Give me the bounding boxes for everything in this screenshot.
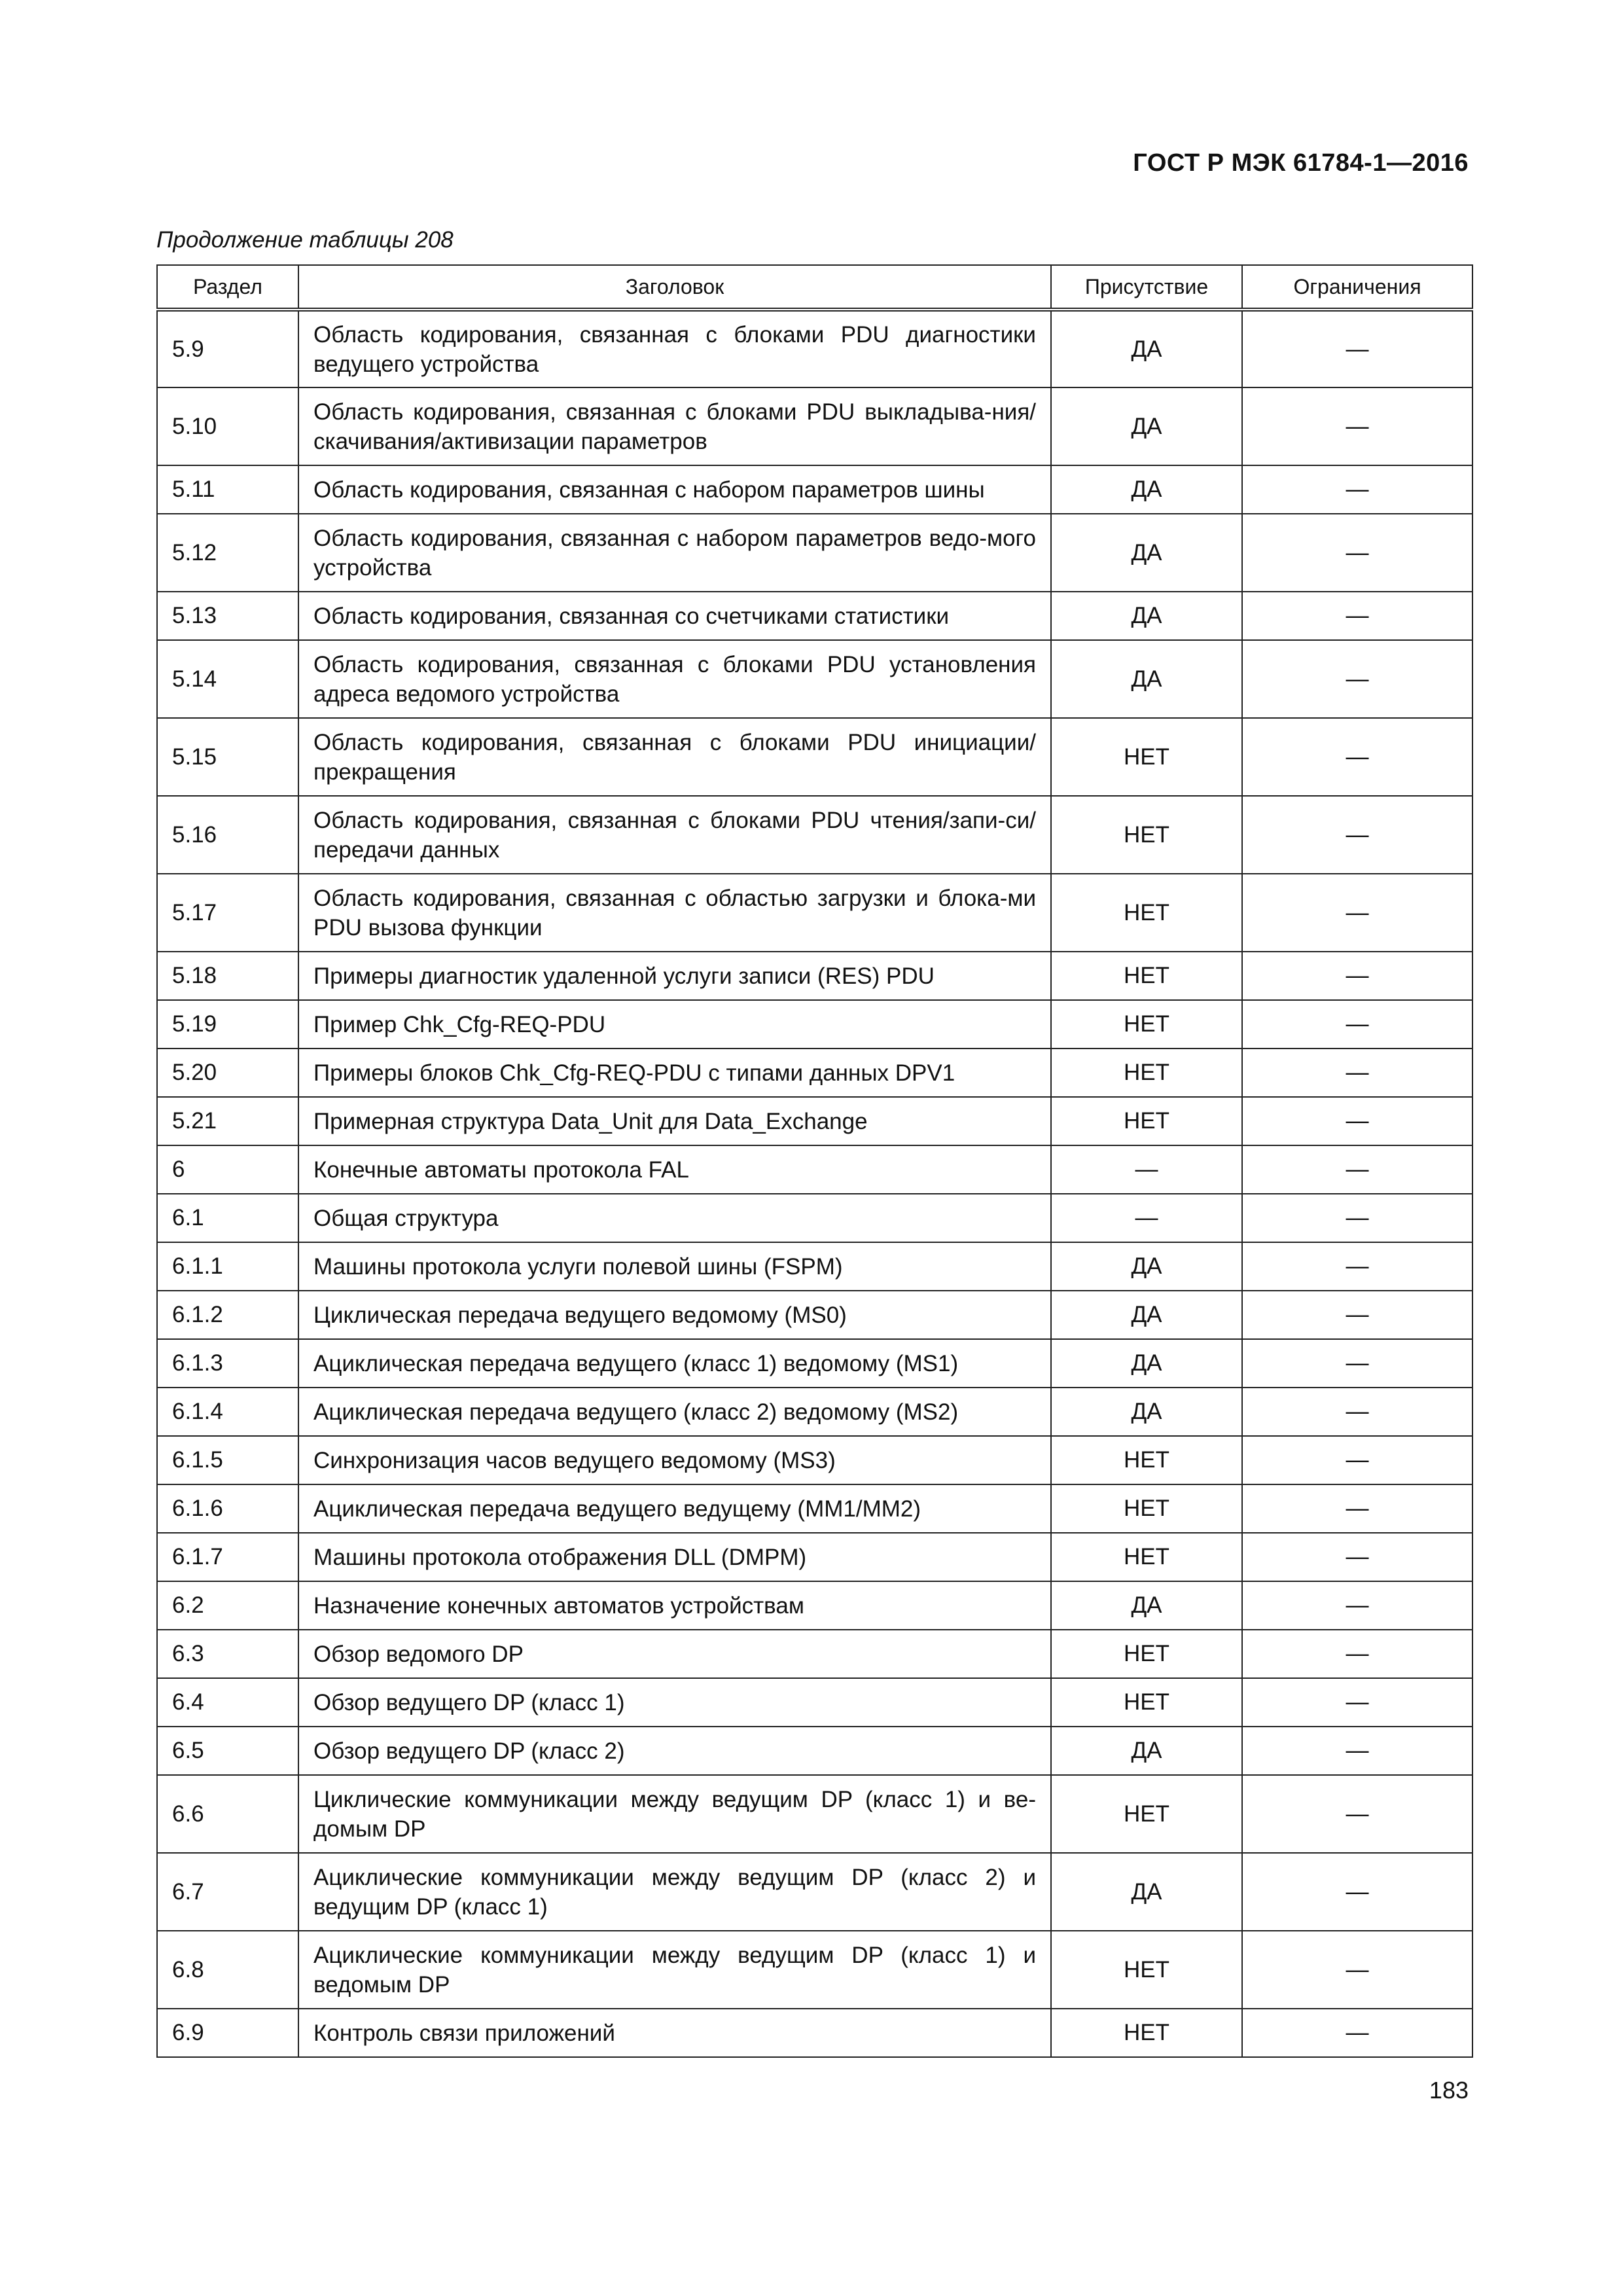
- limits-cell: —: [1242, 1678, 1472, 1727]
- page-number: 183: [1429, 2077, 1469, 2104]
- limits-cell: —: [1242, 1194, 1472, 1242]
- table-row: [157, 874, 1472, 952]
- section-cell: 5.18: [157, 952, 298, 1000]
- column-header-limits: Ограничения: [1242, 265, 1472, 310]
- table-row: [157, 1436, 1472, 1484]
- presence-cell: НЕТ: [1051, 1484, 1242, 1533]
- presence-cell: ДА: [1051, 1853, 1242, 1931]
- section-cell: 5.9: [157, 310, 298, 387]
- column-header-presence: Присутствие: [1051, 265, 1242, 310]
- limits-cell: —: [1242, 1388, 1472, 1436]
- presence-cell: ДА: [1051, 1242, 1242, 1291]
- table-row: [157, 592, 1472, 640]
- presence-cell: ДА: [1051, 592, 1242, 640]
- presence-cell: НЕТ: [1051, 2009, 1242, 2057]
- section-cell: 6: [157, 1145, 298, 1194]
- presence-cell: НЕТ: [1051, 1931, 1242, 2009]
- limits-cell: —: [1242, 1049, 1472, 1097]
- table-row: [157, 1388, 1472, 1436]
- title-cell: Машины протокола услуги полевой шины (FSPM): [298, 1242, 1051, 1291]
- title-cell: Область кодирования, связанная с блоками PDU чтения/запи-си/ передачи данных: [298, 796, 1051, 874]
- table-row: [157, 387, 1472, 465]
- limits-cell: —: [1242, 952, 1472, 1000]
- section-cell: 6.1.7: [157, 1533, 298, 1581]
- table-row: [157, 465, 1472, 514]
- section-cell: 5.12: [157, 514, 298, 592]
- section-cell: 5.13: [157, 592, 298, 640]
- limits-cell: —: [1242, 1000, 1472, 1049]
- section-cell: 6.1.1: [157, 1242, 298, 1291]
- limits-cell: —: [1242, 1242, 1472, 1291]
- title-cell: Примеры диагностик удаленной услуги записи (RES) PDU: [298, 952, 1051, 1000]
- limits-cell: —: [1242, 874, 1472, 952]
- presence-cell: НЕТ: [1051, 952, 1242, 1000]
- table-row: [157, 1484, 1472, 1533]
- section-cell: 6.3: [157, 1630, 298, 1678]
- section-cell: 6.7: [157, 1853, 298, 1931]
- limits-cell: —: [1242, 1931, 1472, 2009]
- limits-cell: —: [1242, 1097, 1472, 1145]
- presence-cell: ДА: [1051, 1581, 1242, 1630]
- table-row: [157, 1727, 1472, 1775]
- presence-cell: ДА: [1051, 1339, 1242, 1388]
- table-row: [157, 1853, 1472, 1931]
- limits-cell: —: [1242, 1484, 1472, 1533]
- table-row: [157, 1049, 1472, 1097]
- presence-cell: НЕТ: [1051, 1630, 1242, 1678]
- limits-cell: —: [1242, 1145, 1472, 1194]
- limits-cell: —: [1242, 1291, 1472, 1339]
- title-cell: Циклическая передача ведущего ведомому (MS0): [298, 1291, 1051, 1339]
- section-cell: 6.9: [157, 2009, 298, 2057]
- table-row: [157, 1291, 1472, 1339]
- presence-cell: НЕТ: [1051, 1049, 1242, 1097]
- title-cell: Конечные автоматы протокола FAL: [298, 1145, 1051, 1194]
- presence-cell: ДА: [1051, 310, 1242, 387]
- section-cell: 6.1.6: [157, 1484, 298, 1533]
- table-row: [157, 1533, 1472, 1581]
- presence-cell: НЕТ: [1051, 1775, 1242, 1853]
- table-row: [157, 1339, 1472, 1388]
- presence-cell: НЕТ: [1051, 1533, 1242, 1581]
- presence-cell: НЕТ: [1051, 1678, 1242, 1727]
- section-cell: 6.1.5: [157, 1436, 298, 1484]
- table-row: [157, 1145, 1472, 1194]
- table-row: [157, 310, 1472, 387]
- title-cell: Область кодирования, связанная с набором параметров шины: [298, 465, 1051, 514]
- title-cell: Область кодирования, связанная с блоками PDU диагностики ведущего устройства: [298, 310, 1051, 387]
- table-row: [157, 718, 1472, 796]
- table-row: [157, 1931, 1472, 2009]
- table-row: [157, 1678, 1472, 1727]
- table-row: [157, 1097, 1472, 1145]
- presence-cell: —: [1051, 1194, 1242, 1242]
- section-cell: 6.1.3: [157, 1339, 298, 1388]
- section-cell: 5.15: [157, 718, 298, 796]
- limits-cell: —: [1242, 1533, 1472, 1581]
- table-caption: Продолжение таблицы 208: [156, 227, 454, 253]
- section-cell: 6.8: [157, 1931, 298, 2009]
- section-cell: 6.6: [157, 1775, 298, 1853]
- title-cell: Ациклическая передача ведущего ведущему (MM1/MM2): [298, 1484, 1051, 1533]
- title-cell: Примерная структура Data_Unit для Data_Exchange: [298, 1097, 1051, 1145]
- title-cell: Область кодирования, связанная с блоками PDU инициации/ прекращения: [298, 718, 1051, 796]
- title-cell: Синхронизация часов ведущего ведомому (MS3): [298, 1436, 1051, 1484]
- limits-cell: —: [1242, 796, 1472, 874]
- limits-cell: —: [1242, 2009, 1472, 2057]
- section-cell: 5.16: [157, 796, 298, 874]
- table-row: [157, 796, 1472, 874]
- title-cell: Обзор ведомого DP: [298, 1630, 1051, 1678]
- title-cell: Обзор ведущего DP (класс 2): [298, 1727, 1051, 1775]
- presence-cell: НЕТ: [1051, 1436, 1242, 1484]
- limits-cell: —: [1242, 718, 1472, 796]
- title-cell: Назначение конечных автоматов устройствам: [298, 1581, 1051, 1630]
- table-row: [157, 1242, 1472, 1291]
- limits-cell: —: [1242, 387, 1472, 465]
- title-cell: Область кодирования, связанная с набором параметров ведо-мого устройства: [298, 514, 1051, 592]
- presence-cell: ДА: [1051, 387, 1242, 465]
- limits-cell: —: [1242, 1853, 1472, 1931]
- title-cell: Обзор ведущего DP (класс 1): [298, 1678, 1051, 1727]
- presence-cell: НЕТ: [1051, 718, 1242, 796]
- section-cell: 6.1.4: [157, 1388, 298, 1436]
- title-cell: Ациклические коммуникации между ведущим DP (класс 1) и ведомым DP: [298, 1931, 1051, 2009]
- limits-cell: —: [1242, 310, 1472, 387]
- presence-cell: НЕТ: [1051, 1000, 1242, 1049]
- column-header-title: Заголовок: [298, 265, 1051, 310]
- table-row: [157, 1000, 1472, 1049]
- title-cell: Ациклическая передача ведущего (класс 1) ведомому (MS1): [298, 1339, 1051, 1388]
- presence-cell: НЕТ: [1051, 1097, 1242, 1145]
- section-cell: 5.21: [157, 1097, 298, 1145]
- column-header-section: Раздел: [157, 265, 298, 310]
- section-cell: 5.20: [157, 1049, 298, 1097]
- table-row: [157, 2009, 1472, 2057]
- limits-cell: —: [1242, 465, 1472, 514]
- presence-cell: НЕТ: [1051, 796, 1242, 874]
- section-cell: 5.19: [157, 1000, 298, 1049]
- section-cell: 5.17: [157, 874, 298, 952]
- title-cell: Область кодирования, связанная с областью загрузки и блока-ми PDU вызова функции: [298, 874, 1051, 952]
- title-cell: Ациклическая передача ведущего (класс 2) ведомому (MS2): [298, 1388, 1051, 1436]
- section-cell: 5.10: [157, 387, 298, 465]
- title-cell: Циклические коммуникации между ведущим DP (класс 1) и ве-домым DP: [298, 1775, 1051, 1853]
- presence-cell: ДА: [1051, 1291, 1242, 1339]
- table-row: [157, 1581, 1472, 1630]
- presence-cell: НЕТ: [1051, 874, 1242, 952]
- title-cell: Область кодирования, связанная с блоками PDU выкладыва-ния/скачивания/активизации параметров: [298, 387, 1051, 465]
- limits-cell: —: [1242, 1630, 1472, 1678]
- section-cell: 6.5: [157, 1727, 298, 1775]
- table-row: [157, 952, 1472, 1000]
- title-cell: Пример Chk_Cfg-REQ-PDU: [298, 1000, 1051, 1049]
- limits-cell: —: [1242, 1581, 1472, 1630]
- limits-cell: —: [1242, 1339, 1472, 1388]
- section-cell: 6.1.2: [157, 1291, 298, 1339]
- table-header-row: [157, 265, 1472, 310]
- title-cell: Область кодирования, связанная с блоками PDU установления адреса ведомого устройства: [298, 640, 1051, 718]
- section-cell: 5.11: [157, 465, 298, 514]
- limits-cell: —: [1242, 640, 1472, 718]
- title-cell: Область кодирования, связанная со счетчиками статистики: [298, 592, 1051, 640]
- table-row: [157, 514, 1472, 592]
- section-cell: 6.1: [157, 1194, 298, 1242]
- standard-header: ГОСТ Р МЭК 61784-1—2016: [1133, 149, 1469, 177]
- limits-cell: —: [1242, 514, 1472, 592]
- presence-cell: ДА: [1051, 465, 1242, 514]
- limits-cell: —: [1242, 592, 1472, 640]
- presence-cell: ДА: [1051, 1727, 1242, 1775]
- section-cell: 6.2: [157, 1581, 298, 1630]
- title-cell: Машины протокола отображения DLL (DMPM): [298, 1533, 1051, 1581]
- limits-cell: —: [1242, 1775, 1472, 1853]
- section-cell: 6.4: [157, 1678, 298, 1727]
- table-row: [157, 1630, 1472, 1678]
- title-cell: Контроль связи приложений: [298, 2009, 1051, 2057]
- title-cell: Общая структура: [298, 1194, 1051, 1242]
- presence-cell: —: [1051, 1145, 1242, 1194]
- presence-cell: ДА: [1051, 1388, 1242, 1436]
- limits-cell: —: [1242, 1727, 1472, 1775]
- presence-cell: ДА: [1051, 640, 1242, 718]
- requirements-table: [156, 264, 1473, 2058]
- limits-cell: —: [1242, 1436, 1472, 1484]
- table-row: [157, 640, 1472, 718]
- title-cell: Примеры блоков Chk_Cfg-REQ-PDU с типами данных DPV1: [298, 1049, 1051, 1097]
- table-row: [157, 1775, 1472, 1853]
- table-row: [157, 1194, 1472, 1242]
- title-cell: Ациклические коммуникации между ведущим DP (класс 2) и ведущим DP (класс 1): [298, 1853, 1051, 1931]
- presence-cell: ДА: [1051, 514, 1242, 592]
- section-cell: 5.14: [157, 640, 298, 718]
